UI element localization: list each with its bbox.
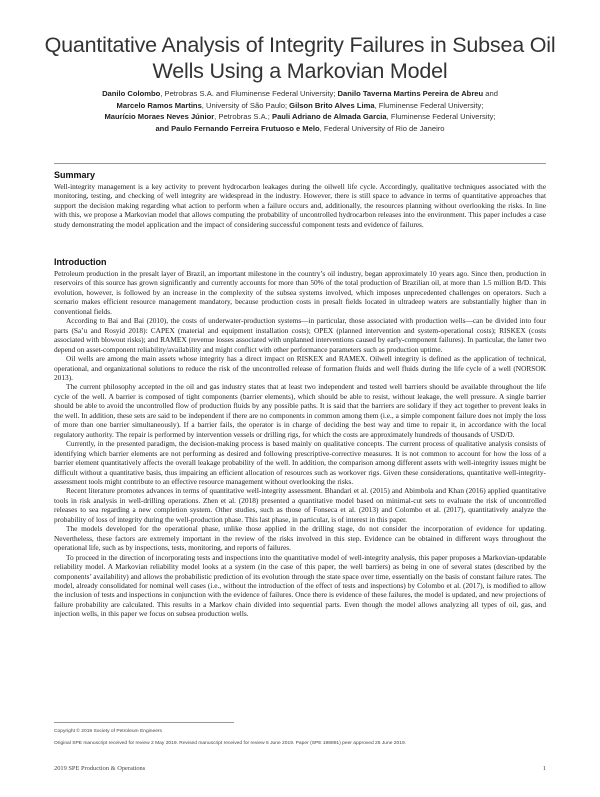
footnote-divider bbox=[54, 722, 234, 723]
manuscript-note: Original SPE manuscript received for review 2 May 2019. Revised manuscript received for review 6 June 2019. Paper (SPE 198891) peer approved 26 June 2019. bbox=[54, 741, 407, 746]
author-name: Pauli Adriano de Almada Garcia bbox=[272, 112, 387, 122]
author-entry bbox=[338, 89, 498, 98]
body-paragraph: Currently, in the presented paradigm, the decision-making process is based mainly on qualitative concepts. The current process of qualitative analysis consists of identifying which barrier elements are not performing as desired and following prescriptive-corrective measures. It is not common to account for how the loss of a barrier element quantitatively affects the overall leakage probability of the well. In addition, the comparison among different assets with well-integrity issues might be difficult without a quantitative basis, thus impairing an efficient allocation of resources such as workover rigs. Given these considerations, quantitative well-integrity-assessment tools might contribute to an effective resource management without overlooking the risks. bbox=[54, 439, 546, 486]
body-paragraph: The models developed for the operational phase, unlike those applied in the drilling stage, do not consider the incorporation of evidence for updating. Nevertheless, these factors are extremely important in the review of the risks involved in this step. Evidence can be obtained in different ways throughout the operational life, such as by inspections, tests, monitoring, and reports of failures. bbox=[54, 524, 546, 553]
author-entry bbox=[155, 124, 444, 133]
author-affiliation: , Fluminense Federal University; bbox=[374, 100, 484, 110]
author-name: Danilo Taverna Martins Pereira de Abreu bbox=[337, 89, 484, 98]
author-affiliation: , Petrobras S.A. and Fluminense Federal University; bbox=[160, 89, 338, 98]
journal-footer: 2019 SPE Production & Operations bbox=[54, 765, 146, 772]
author-name: Maurício Moraes Neves Júnior bbox=[104, 112, 215, 122]
author-name: Danilo Colombo bbox=[102, 89, 161, 98]
paper-title: Quantitative Analysis of Integrity Failures in Subsea Oil Wells Using a Markovian Model bbox=[44, 33, 556, 83]
author-name: Gilson Brito Alves Lima bbox=[289, 100, 375, 110]
body-paragraph: The current philosophy accepted in the oil and gas industry states that at least two independent and tested well barriers should be available throughout the life cycle of the well. A barrier is composed of tight components (barrier elements), which should be able to resist, without leakage, the well pressure. A single barrier should be able to avoid the uncontrolled flow of production fluids by any possible paths. It is said that the barriers are solidary if they act together to prevent leaks in the well. In addition, these sets are said to be independent if there are no components in common among them (i.e., a simple component failure does not imply the loss of more than one barrier simultaneously). If a barrier fails, the operator is in charge of deciding the best way and time to repair it, in accordance with the local regulatory authority. The repair is performed by intervention vessels or drilling rigs, for which the costs are approximately hundreds of thousands of USD/D. bbox=[54, 382, 546, 439]
body-paragraph: According to Bai and Bai (2010), the costs of underwater-production systems—in particular, those associated with production wells—can be divided into four parts (Sa’u and Rosyid 2018): CAPEX (material and equipment installation costs); OPEX (planned intervention and system-operational costs); RISKEX (costs associated with blowout risks); and RAMEX (revenue losses associated with unplanned interventions caused by early-component failures). In particular, the latter two depend on asset-component reliability/availability and might conflict with other performance parameters such as production uptime. bbox=[54, 316, 546, 354]
page-number: 1 bbox=[542, 765, 546, 772]
body-paragraph: Oil wells are among the main assets whose integrity has a direct impact on RISKEX and RAMEX. Oilwell integrity is defined as the application of technical, operational, and organizational solutions to reduce the risk of the uncontrolled release of formation fluids and well fluids during the life cycle of a well (NORSOK 2013). bbox=[54, 354, 546, 382]
author-affiliation: , Fluminense Federal University; bbox=[386, 112, 496, 122]
author-entry bbox=[104, 112, 272, 121]
summary-paragraph: Well-integrity management is a key activity to prevent hydrocarbon leakages during the oilwell life cycle. Accordingly, qualitative techniques associated with the monitoring, testing, and checking of well integrity are widespread in the industry. However, there is still space to advance in terms of quantitative approaches that support the decision making regarding what action to perform when a failure occurs and, additionally, the resources planning without overlooking the risks. In line with this, we propose a Markovian model that allows computing the probability of uncontrolled hydrocarbon releases into the environment. This paper includes a case study demonstrating the model application and the impact of considering successful component tests and evidence of failures. bbox=[54, 182, 546, 229]
summary-heading: Summary bbox=[54, 170, 96, 180]
author-affiliation: , Petrobras S.A.; bbox=[214, 112, 272, 122]
author-name: and Paulo Fernando Ferreira Frutuoso e Melo bbox=[155, 123, 320, 133]
introduction-heading: Introduction bbox=[54, 257, 107, 267]
author-affiliation: , University of São Paulo; bbox=[201, 100, 290, 110]
author-affiliation: and bbox=[483, 89, 498, 98]
copyright-note: Copyright © 2019 Society of Petroleum Engineers bbox=[54, 729, 162, 734]
body-paragraph: Petroleum production in the presalt layer of Brazil, an important milestone in the country’s oil industry, began approximately 10 years ago. Since then, production in reservoirs of this source has grown significantly and currently accounts for more than 50% of the total production of Brazilian oil, at more than 1.5 million B/D. This evolution, however, is followed by an increase in the complexity of the subsea systems involved, which imposes unprecedented challenges on operators. Such a scenario makes efficient resource management mandatory, because production costs in presalt fields located in ultradeep waters are substantially higher than in conventional fields. bbox=[54, 269, 546, 316]
introduction-body bbox=[54, 269, 546, 619]
author-entry bbox=[102, 89, 337, 98]
author-list bbox=[44, 88, 556, 134]
summary-divider bbox=[54, 163, 546, 164]
author-name: Marcelo Ramos Martins bbox=[116, 100, 202, 110]
body-paragraph: To proceed in the direction of incorporating tests and inspections into the quantitative model of well-integrity analysis, this paper proposes a Markovian-updatable reliability model. A Markovian reliability model looks at a system (in the case of this paper, the well barriers) as being in one of several states (described by the components’ availability) and allows the probabilistic prediction of its evolution through the state space over time, essentially on the basis of constant failure rates. The model, already consolidated for nominal well cases (i.e., without the introduction of the effect of tests and inspections) by Colombo et al. (2017), is modified to allow the inclusion of tests and inspections in conjunction with the evidence of failures. Once there is evidence of these failures, the model is updated, and new projections of failure probability are calculated. This results in a Markov chain divided into sequential parts. Even though the model allows analyzing all types of oil, gas, and injection wells, in this paper we focus on subsea production wells. bbox=[54, 552, 546, 619]
body-paragraph: Recent literature promotes advances in terms of quantitative well-integrity assessment. Bhandari et al. (2015) and Abimbola and Khan (2016) applied quantitative tools in risk analysis in well-drilling operations. Zhen et al. (2018) presented a quantitative model based on minimal-cut sets to evaluate the risk of uncontrolled releases to sea regarding a new completion system. Other studies, such as those of Fonseca et al. (2013) and Colombo et al. (2017), quantitatively analyze the probability of loss of integrity during the well-production phase. This last phase, in particular, is of interest in this paper. bbox=[54, 486, 546, 524]
author-entry bbox=[272, 112, 496, 121]
author-entry bbox=[117, 101, 290, 110]
summary-text bbox=[54, 182, 546, 229]
author-entry bbox=[289, 101, 483, 110]
author-affiliation: , Federal University of Rio de Janeiro bbox=[319, 123, 445, 133]
